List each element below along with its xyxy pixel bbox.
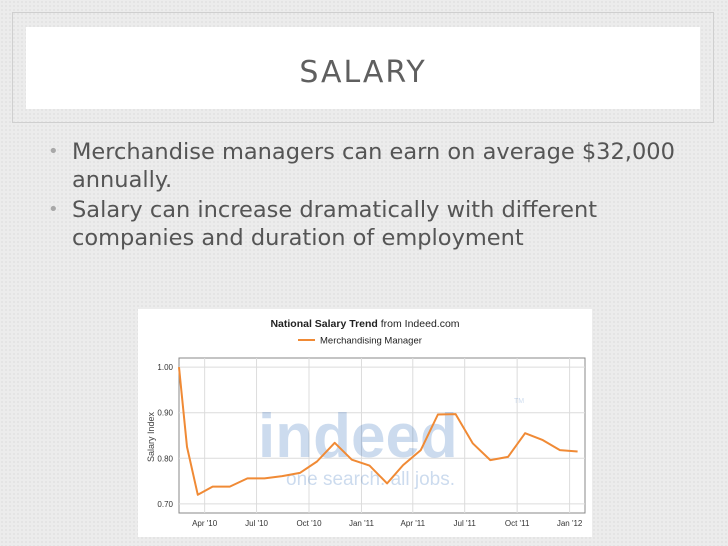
chart-title-bold: National Salary Trend: [270, 318, 378, 330]
x-tick-label: Oct '11: [504, 519, 530, 528]
watermark-tagline: one search. all jobs.: [286, 469, 455, 490]
watermark-tm: TM: [514, 398, 525, 405]
bullet-item: [48, 138, 718, 194]
bullet-dot-icon: •: [48, 199, 59, 220]
watermark-logo: indeed: [258, 402, 458, 471]
legend-label: Merchandising Manager: [320, 335, 422, 347]
bullet-text: Merchandise managers can earn on average $32,000 annually.: [72, 139, 675, 193]
y-tick-label: 0.80: [157, 454, 173, 464]
salary-trend-chart: [138, 309, 592, 537]
y-ticks: [157, 363, 173, 509]
chart-title: [270, 318, 459, 330]
chart-title-rest: from Indeed.com: [377, 318, 460, 330]
x-tick-label: Jan '12: [556, 519, 583, 528]
x-ticks: [192, 519, 583, 528]
x-tick-label: Jul '11: [453, 519, 476, 528]
bullet-text: Salary can increase dramatically with different companies and duration of employment: [72, 197, 598, 251]
slide-title: SALARY: [299, 55, 427, 90]
y-tick-label: 1.00: [157, 363, 173, 373]
x-tick-label: Jan '11: [348, 519, 374, 528]
y-tick-label: 0.90: [157, 408, 173, 418]
x-tick-label: Apr '10: [192, 519, 218, 528]
chart-svg: [138, 309, 592, 537]
bullet-item: [48, 196, 718, 252]
bullet-list: [48, 138, 718, 254]
x-tick-label: Apr '11: [400, 519, 426, 528]
y-tick-label: 0.70: [157, 499, 173, 509]
title-box: [26, 27, 700, 109]
bullet-dot-icon: •: [48, 141, 59, 162]
y-axis-label: Salary Index: [146, 411, 156, 463]
x-tick-label: Jul '10: [245, 519, 268, 528]
x-tick-label: Oct '10: [296, 519, 322, 528]
